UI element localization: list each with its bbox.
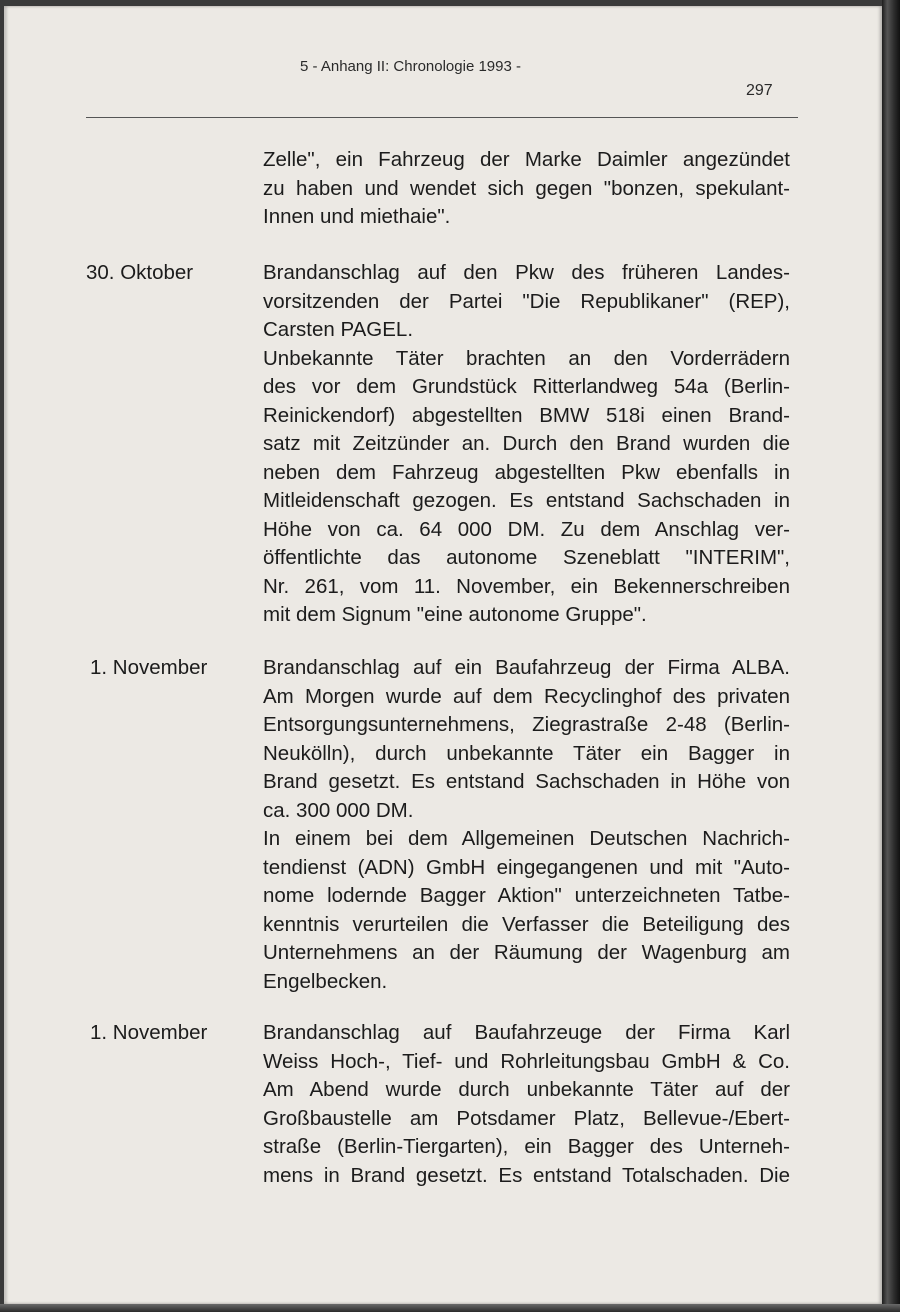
text-line: satz mit Zeitzünder an. Durch den Brand wurden die: [263, 432, 790, 455]
text-line: Am Abend wurde durch unbekannte Täter auf der: [263, 1078, 790, 1101]
text-line: Weiss Hoch-, Tief- und Rohrleitungsbau GmbH & Co.: [263, 1049, 790, 1073]
text-line: Am Morgen wurde auf dem Recyclinghof des privaten: [263, 684, 790, 708]
document-page: [4, 6, 882, 1304]
text-line: Reinickendorf) abgestellten BMW 518i einen Brand-: [263, 403, 790, 427]
text-line: Brand gesetzt. Es entstand Sachschaden in Höhe von: [263, 770, 790, 793]
text-line: Höhe von ca. 64 000 DM. Zu dem Anschlag ver-: [263, 517, 790, 541]
text-line: Innen und miethaie".: [263, 205, 451, 228]
entry-date: 1. November: [90, 656, 208, 679]
text-line: tendienst (ADN) GmbH eingegangenen und mit "Auto-: [263, 855, 790, 879]
running-head: 5 - Anhang II: Chronologie 1993 -: [300, 58, 521, 75]
header-rule: [86, 117, 798, 118]
entry-text: [263, 259, 790, 630]
text-line: des vor dem Grundstück Ritterlandweg 54a (Berlin-: [263, 375, 790, 398]
entry-date: 30. Oktober: [86, 261, 194, 284]
text-line: mit dem Signum "eine autonome Gruppe".: [263, 603, 647, 626]
page-number: 297: [746, 82, 773, 99]
text-line: zu haben und wendet sich gegen "bonzen, spekulant-: [263, 176, 790, 200]
text-line: Engelbecken.: [263, 969, 388, 993]
text-line: Brandanschlag auf ein Baufahrzeug der Firma ALBA.: [263, 656, 790, 679]
text-line: vorsitzenden der Partei "Die Republikaner" (REP),: [263, 289, 790, 313]
text-line: kenntnis verurteilen die Verfasser die Beteiligung des: [263, 912, 790, 936]
text-line: Unternehmens an der Räumung der Wagenburg am: [263, 941, 790, 964]
entry-date: 1. November: [90, 1021, 208, 1044]
text-line: straße (Berlin-Tiergarten), ein Bagger des Unterneh-: [263, 1135, 790, 1158]
text-line: mens in Brand gesetzt. Es entstand Totalschaden. Die: [263, 1163, 790, 1187]
text-line: Carsten PAGEL.: [263, 318, 414, 341]
text-line: Nr. 261, vom 11. November, ein Bekennerschreiben: [263, 574, 790, 598]
entry-text: [263, 1019, 790, 1190]
text-line: Brandanschlag auf den Pkw des früheren Landes-: [263, 261, 790, 284]
text-line: nome lodernde Bagger Aktion" unterzeichneten Tatbe-: [263, 884, 790, 907]
text-line: Mitleidenschaft gezogen. Es entstand Sachschaden in: [263, 489, 790, 512]
text-line: Großbaustelle am Potsdamer Platz, Bellevue-/Ebert-: [263, 1106, 790, 1130]
text-line: Brandanschlag auf Baufahrzeuge der Firma Karl: [263, 1021, 790, 1044]
text-line: öffentlichte das autonome Szeneblatt "INTERIM",: [263, 546, 790, 569]
text-line: Neukölln), durch unbekannte Täter ein Bagger in: [263, 741, 790, 765]
entry-text: [263, 146, 790, 232]
scan-bottom-edge: [0, 1304, 900, 1312]
text-line: Zelle", ein Fahrzeug der Marke Daimler angezündet: [263, 148, 790, 171]
text-line: Entsorgungsunternehmens, Ziegrastraße 2-48 (Berlin-: [263, 713, 790, 736]
text-line: In einem bei dem Allgemeinen Deutschen Nachrich-: [263, 827, 790, 850]
entry-text: [263, 654, 790, 996]
text-line: ca. 300 000 DM.: [263, 798, 414, 822]
text-line: Unbekannte Täter brachten an den Vorderrädern: [263, 346, 790, 370]
book-spine-edge: [882, 0, 900, 1312]
text-line: neben dem Fahrzeug abgestellten Pkw ebenfalls in: [263, 460, 790, 484]
